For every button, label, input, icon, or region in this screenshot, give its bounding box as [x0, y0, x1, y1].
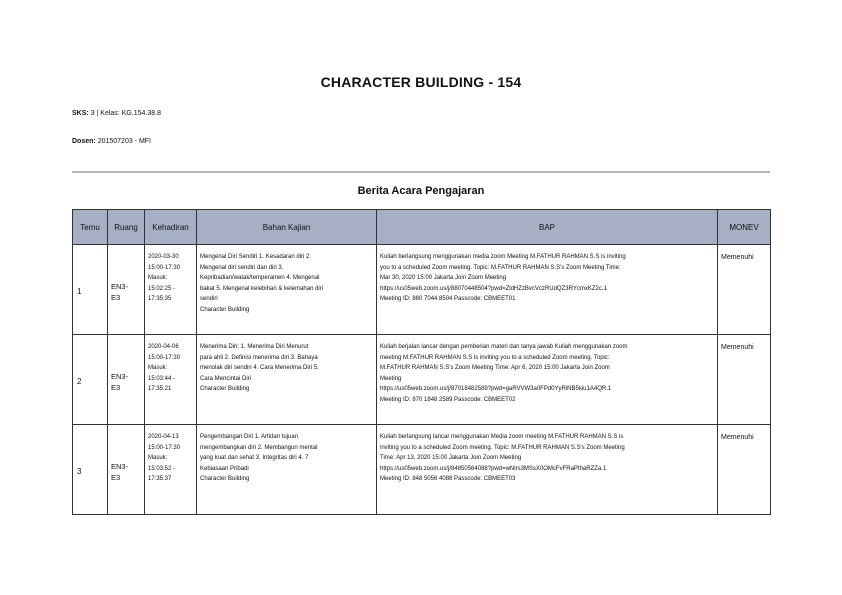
bahan-kajian-line: Cara Mencintai Diri — [200, 375, 252, 382]
bap-line: Meeting ID: 880 7044 8504 Passcode: CBMEET01 — [380, 296, 516, 303]
kehadiran-line: 2020-04-06 — [148, 344, 179, 350]
temu-cell: 1 — [73, 245, 108, 335]
kehadiran-line: 17:35:21 — [148, 386, 172, 393]
dosen-label: Dosen: — [72, 138, 96, 145]
col-header-temu: Temu — [73, 210, 108, 245]
monev-cell: Memenuhi — [718, 245, 771, 335]
bap-line: Kuliah berjalan lancar dengan pemberian materi dan tanya jawab Kuliah menggunakan zoom — [380, 344, 628, 350]
bahan-kajian-line: Mengenal Diri Sendiri 1. Kesadaran diri 2. — [200, 254, 312, 260]
kehadiran-line: 2020-04-13 — [148, 434, 179, 440]
bap-line: Kuliah berlangsung lancar menggunakan Media zoom meeting M.FATHUR RAHMAN S.S is — [380, 434, 624, 440]
bap-line: Kuliah berlangsung menggunakan media zoom Meeting M.FATHUR RAHMAN S.S is inviting — [380, 254, 626, 260]
bap-line: Meeting — [380, 375, 402, 382]
col-header-kehadiran: Kehadiran — [145, 210, 197, 245]
bap-cell — [377, 245, 718, 335]
kehadiran-line: 17:35:35 — [148, 296, 172, 303]
kehadiran-line: Masuk: — [148, 365, 168, 372]
table-header-row — [73, 210, 771, 245]
bahan-kajian-line: Character Building — [200, 386, 250, 393]
bahan-kajian-line: mengembangkan diri 2. Membangun mental — [200, 444, 318, 451]
ruang-cell — [108, 335, 145, 425]
bahan-kajian-cell — [197, 425, 377, 515]
kehadiran-cell — [145, 425, 197, 515]
table-row — [73, 335, 771, 425]
kehadiran-line: 15:03:52 - — [148, 465, 176, 472]
table-row — [73, 425, 771, 515]
kehadiran-line: 17:35:37 — [148, 476, 172, 483]
bahan-kajian-line: Menerima Diri: 1. Menerima Diri Menurut — [200, 344, 309, 350]
sks-kelas-info — [72, 110, 161, 117]
divider-line — [72, 171, 770, 173]
bap-line: meeting M.FATHUR RAHMAN S.S is inviting you to a scheduled Zoom meeting. Topic: — [380, 354, 610, 361]
ruang-line: EN3- — [111, 372, 129, 381]
col-header-bahan-kajian: Bahan Kajian — [197, 210, 377, 245]
kehadiran-line: 15:00-17:30 — [148, 264, 181, 271]
bahan-kajian-line: Mengenal diri sendiri dan diri 3. — [200, 264, 284, 271]
ruang-line: EN3- — [111, 282, 129, 291]
ruang-line: EN3- — [111, 462, 129, 471]
ruang-line: E3 — [111, 293, 121, 302]
kehadiran-line: 15:00-17:30 — [148, 444, 181, 451]
bahan-kajian-line: menolak diri sendiri 4. Cara Menerima Diri 5. — [200, 365, 319, 372]
temu-cell: 2 — [73, 335, 108, 425]
kehadiran-line: 2020-03-30 — [148, 254, 179, 260]
kehadiran-line: Masuk: — [148, 455, 168, 462]
bap-line: you to a scheduled Zoom meeting. Topic: M.FATHUR RAHMAN S.S's Zoom Meeting Time: — [380, 264, 621, 271]
ruang-cell — [108, 245, 145, 335]
bap-cell — [377, 425, 718, 515]
bap-line: Mar 30, 2020 15:00 Jakarta Join Zoom Meeting — [380, 275, 507, 282]
temu-cell: 3 — [73, 425, 108, 515]
bahan-kajian-line: sendiri — [200, 296, 218, 303]
kehadiran-line: 15:03:44 - — [148, 375, 176, 382]
bap-cell — [377, 335, 718, 425]
bahan-kajian-cell — [197, 245, 377, 335]
bahan-kajian-line: bakat 5. Mengenal kelebihan & kelemahan diri — [200, 285, 324, 292]
bahan-kajian-line: Pengembangan Diri 1. Artidan tujuan — [200, 434, 299, 440]
col-header-monev: MONEV — [718, 210, 771, 245]
bahan-kajian-line: Character Building — [200, 476, 250, 483]
ruang-cell — [108, 425, 145, 515]
bahan-kajian-line: Kebiasaan Pribadi — [200, 465, 249, 472]
dosen-info — [72, 138, 151, 145]
monev-cell: Memenuhi — [718, 335, 771, 425]
dosen-value: 201507203 - MFI — [97, 138, 151, 145]
bap-line: https://us05web.zoom.us/j/88070448504?pwd=ZldHZzBvcVczRUdQZ3RYcmxKZ2c.1 — [380, 285, 607, 292]
sks-label: SKS: — [72, 110, 89, 117]
bap-line: Meeting ID: 848 5056 4088 Passcode: CBMEET03 — [380, 476, 516, 483]
bap-line: Time: Apr 13, 2020 15:00 Jakarta Join Zoom Meeting — [380, 455, 522, 462]
col-header-bap: BAP — [377, 210, 718, 245]
bap-line: M.FATHUR RAHMAN S.S's Zoom Meeting Time: Apr 6, 2020 15:00 Jakarta Join Zoom — [380, 365, 610, 372]
bap-line: https://us05web.zoom.us/j/84850564088?pwd=wNlrs3MSsX0OMcFvFRaPthaRZZa.1 — [380, 465, 607, 472]
document-title: CHARACTER BUILDING - 154 — [320, 74, 522, 90]
bap-line: Meeting ID: 870 1848 2589 Passcode: CBMEET02 — [380, 396, 516, 403]
sks-value: 3 | Kelas: KG.154.38.8 — [90, 110, 161, 117]
kehadiran-cell — [145, 335, 197, 425]
section-title: Berita Acara Pengajaran — [357, 185, 485, 197]
kehadiran-line: 15:00-17:30 — [148, 354, 181, 361]
bap-table — [72, 209, 771, 515]
table-row — [73, 245, 771, 335]
kehadiran-line: 15:02:25 - — [148, 285, 176, 292]
ruang-line: E3 — [111, 473, 121, 482]
kehadiran-cell — [145, 245, 197, 335]
bap-line: inviting you to a scheduled Zoom meeting. Topic: M.FATHUR RAHMAN S.S's Zoom Meeting — [380, 444, 625, 451]
bahan-kajian-line: yang kuat dan sehat 3. Integritas diri 4. 7 — [200, 455, 309, 462]
bahan-kajian-line: para ahli 2. Definisi menerima diri 3. Bahaya — [200, 354, 318, 361]
ruang-line: E3 — [111, 383, 121, 392]
bahan-kajian-line: Character Building — [200, 306, 250, 313]
monev-cell: Memenuhi — [718, 425, 771, 515]
bap-line: https://us05web.zoom.us/j/87018482589?pwd=gaRVVW3a0FPd0YyRlNB5kiu1A4QR.1 — [380, 386, 612, 393]
bahan-kajian-cell — [197, 335, 377, 425]
bahan-kajian-line: Kepribadian/watak/temperamen 4. Mengenal — [200, 275, 320, 282]
col-header-ruang: Ruang — [108, 210, 145, 245]
kehadiran-line: Masuk: — [148, 275, 168, 282]
